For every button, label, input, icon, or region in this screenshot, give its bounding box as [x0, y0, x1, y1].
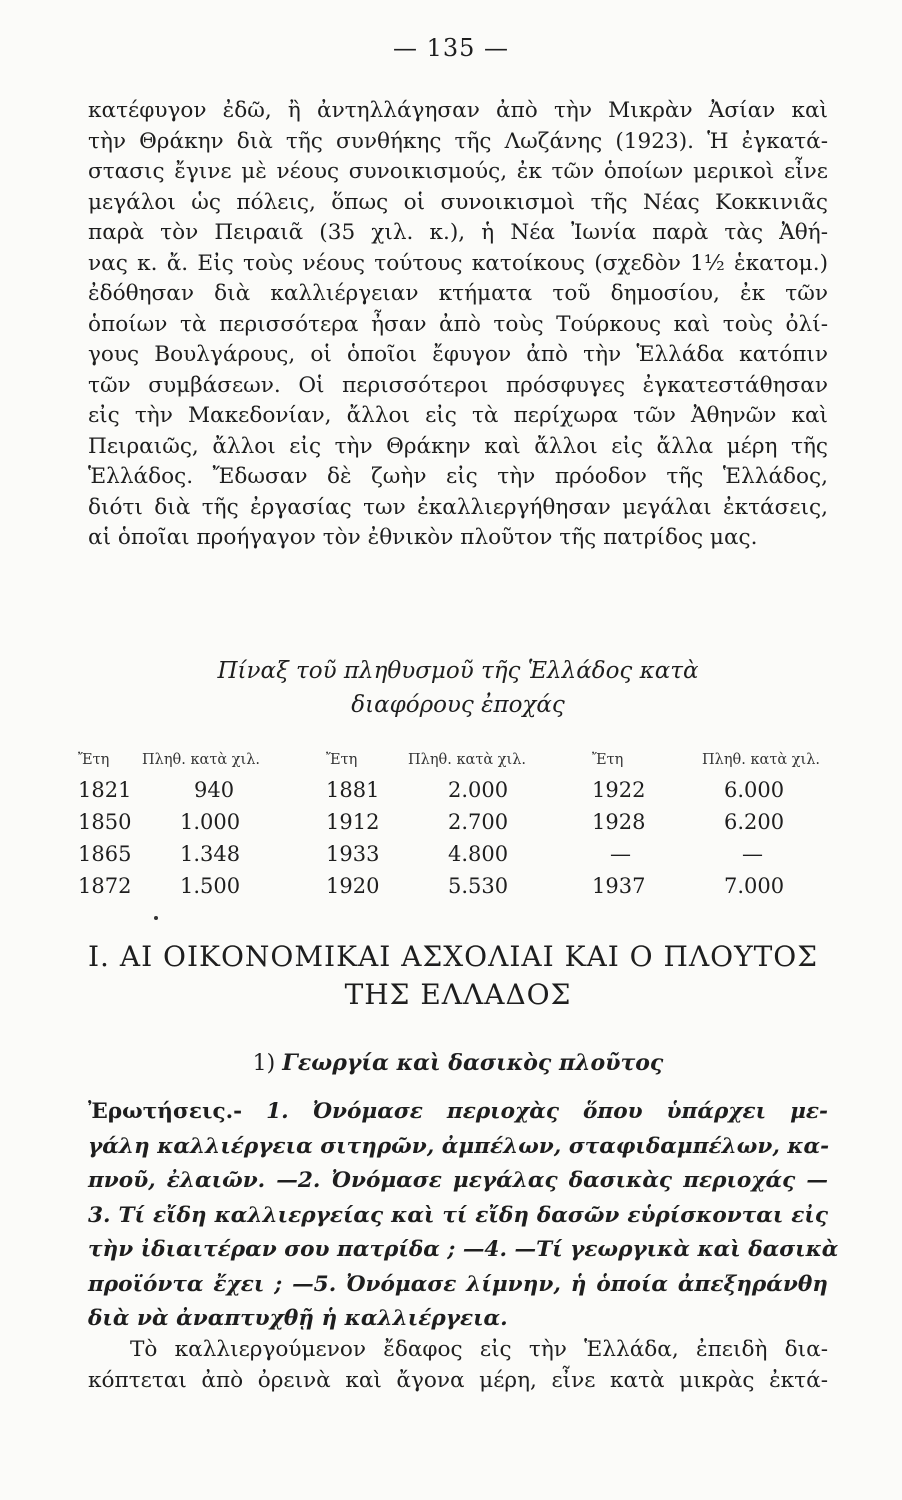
- col-header-population: Πληθ. κατὰ χιλ.: [408, 752, 527, 768]
- text-line: νας κ. ἄ. Εἰς τοὺς νέους τούτους κατοίκους (σχεδὸν 1½ ἑκατομ.): [88, 250, 828, 276]
- text-line: τὴν Θράκην διὰ τῆς συνθήκης τῆς Λωζάνης (1923). Ἡ ἐγκατά-: [88, 128, 828, 154]
- population-cell: 6.200: [724, 810, 785, 834]
- paragraph-cultivated-land: [88, 1334, 828, 1396]
- questions-first-line: [88, 1095, 828, 1130]
- section-heading-line: ΤΗΣ ΕΛΛΑΔΟΣ: [344, 978, 572, 1011]
- question-line: τὴν ἰδιαιτέραν σου πατρίδα ; —4. —Τί γεωργικὰ καὶ δασικὰ: [88, 1237, 839, 1262]
- question-line: διὰ νὰ ἀναπτυχθῇ ἡ καλλιέργεια.: [88, 1306, 508, 1331]
- subheading-text: Γεωργία καὶ δασικὸς πλοῦτος: [282, 1050, 664, 1076]
- population-table: [78, 752, 840, 902]
- year-cell: 1912: [326, 810, 380, 834]
- table-row: [78, 806, 840, 838]
- question-line: πνοῦ, ἐλαιῶν. —2. Ὀνόμασε μεγάλας δασικὰς περιοχάς —: [88, 1168, 828, 1193]
- paragraph-refugees: [88, 96, 828, 554]
- population-cell: 7.000: [724, 874, 785, 898]
- year-cell: 1937: [592, 874, 646, 898]
- population-cell: 4.800: [448, 842, 509, 866]
- population-cell: 2.700: [448, 810, 509, 834]
- text-line: εἰς τὴν Μακεδονίαν, ἄλλοι εἰς τὰ περίχωρα τῶν Ἀθηνῶν καὶ: [88, 403, 828, 428]
- section-heading-line: I. ΑΙ ΟΙΚΟΝΟΜΙΚΑΙ ΑΣΧΟΛΙΑΙ ΚΑΙ Ο ΠΛΟΥΤΟΣ: [88, 940, 819, 973]
- table-row: [78, 870, 840, 902]
- questions-block: [88, 1095, 839, 1337]
- subheading: [88, 1050, 828, 1076]
- text-line: αἱ ὁποῖαι προήγαγον τὸν ἐθνικὸν πλοῦτον τῆς πατρίδος μας.: [88, 525, 758, 550]
- ink-speck: [154, 916, 158, 920]
- population-cell: 2.000: [448, 778, 509, 802]
- population-cell: 1.500: [180, 874, 241, 898]
- year-cell: 1872: [78, 874, 132, 898]
- text-line: παρὰ τὸν Πειραιᾶ (35 χιλ. κ.), ἡ Νέα Ἰωνία παρὰ τὰς Ἀθή-: [88, 220, 828, 245]
- population-cell: 940: [194, 778, 235, 802]
- year-cell: —: [610, 842, 631, 866]
- population-cell: 1.348: [180, 842, 241, 866]
- question-line: προϊόντα ἔχει ; —5. Ὀνόμασε λίμνην, ἡ ὁποία ἀπεξηράνθη: [88, 1271, 828, 1297]
- questions-label: Ἐρωτήσεις.-: [88, 1099, 243, 1124]
- table-row: [78, 838, 840, 870]
- year-cell: 1821: [78, 778, 132, 802]
- col-header-population: Πληθ. κατὰ χιλ.: [702, 752, 821, 768]
- text-line: Πειραιῶς, ἄλλοι εἰς τὴν Θράκην καὶ ἄλλοι εἰς ἄλλα μέρη τῆς: [88, 433, 828, 459]
- page-number: — 135 —: [392, 34, 510, 62]
- col-header-years: Ἔτη: [78, 752, 110, 768]
- year-cell: 1933: [326, 842, 380, 866]
- text-line: Ἑλλάδος. Ἔδωσαν δὲ ζωὴν εἰς τὴν πρόοδον τῆς Ἑλλάδος,: [88, 464, 828, 489]
- population-cell: 5.530: [448, 874, 509, 898]
- year-cell: 1920: [326, 874, 380, 898]
- table-caption-line: Πίναξ τοῦ πληθυσμοῦ τῆς Ἑλλάδος κατὰ: [217, 658, 699, 684]
- year-cell: 1865: [78, 842, 132, 866]
- col-header-years: Ἔτη: [592, 752, 624, 768]
- population-cell: 6.000: [724, 778, 785, 802]
- col-header-years: Ἔτη: [326, 752, 358, 768]
- text-line: ἐδόθησαν διὰ καλλιέργειαν κτήματα τοῦ δημοσίου, ἐκ τῶν: [88, 281, 828, 306]
- text-line: διότι διὰ τῆς ἐργασίας των ἐκαλλιεργήθησαν μεγάλαι ἐκτάσεις,: [88, 494, 828, 520]
- text-line: στασις ἔγινε μὲ νέους συνοικισμούς, ἐκ τῶν ὁποίων μερικοὶ εἶνε: [88, 159, 828, 184]
- text-line: ὁποίων τὰ περισσότερα ἦσαν ἀπὸ τοὺς Τούρκους καὶ τοὺς ὀλί-: [88, 311, 828, 337]
- population-cell: —: [742, 842, 763, 866]
- text-line: κόπτεται ἀπὸ ὀρεινὰ καὶ ἄγονα μέρη, εἶνε κατὰ μικρὰς ἐκτά-: [88, 1368, 828, 1393]
- table-caption: [88, 654, 828, 722]
- table-caption-line: διαφόρους ἐποχάς: [351, 692, 565, 718]
- table-row: [78, 774, 840, 806]
- text-line: γους Βουλγάρους, οἱ ὁποῖοι ἔφυγον ἀπὸ τὴν Ἑλλάδα κατόπιν: [88, 342, 828, 367]
- year-cell: 1881: [326, 778, 380, 802]
- year-cell: 1850: [78, 810, 132, 834]
- question-line: γάλη καλλιέργεια σιτηρῶν, ἀμπέλων, σταφιδαμπέλων, κα-: [88, 1133, 830, 1159]
- question-line: 3. Τί εἴδη καλλιεργείας καὶ τί εἴδη δασῶν εὑρίσκονται εἰς: [88, 1202, 828, 1228]
- text-line: μεγάλοι ὡς πόλεις, ὅπως οἱ συνοικισμοὶ τῆς Νέας Κοκκινιᾶς: [88, 189, 828, 215]
- year-cell: 1922: [592, 778, 646, 802]
- text-line: Τὸ καλλιεργούμενον ἔδαφος εἰς τὴν Ἑλλάδα, ἐπειδὴ δια-: [130, 1337, 828, 1362]
- question-text: 1. Ὀνόμασε περιοχὰς ὅπου ὑπάρχει με-: [266, 1099, 828, 1124]
- year-cell: 1928: [592, 810, 646, 834]
- population-cell: 1.000: [180, 810, 241, 834]
- text-line: κατέφυγον ἐδῶ, ἢ ἀντηλλάγησαν ἀπὸ τὴν Μικρὰν Ἀσίαν καὶ: [88, 98, 828, 123]
- text-line: τῶν συμβάσεων. Οἱ περισσότεροι πρόσφυγες ἐγκατεστάθησαν: [88, 372, 828, 398]
- col-header-population: Πληθ. κατὰ χιλ.: [142, 752, 261, 768]
- subheading-number: 1): [252, 1051, 276, 1076]
- section-heading: [88, 938, 828, 1014]
- table-header-row: [78, 752, 840, 774]
